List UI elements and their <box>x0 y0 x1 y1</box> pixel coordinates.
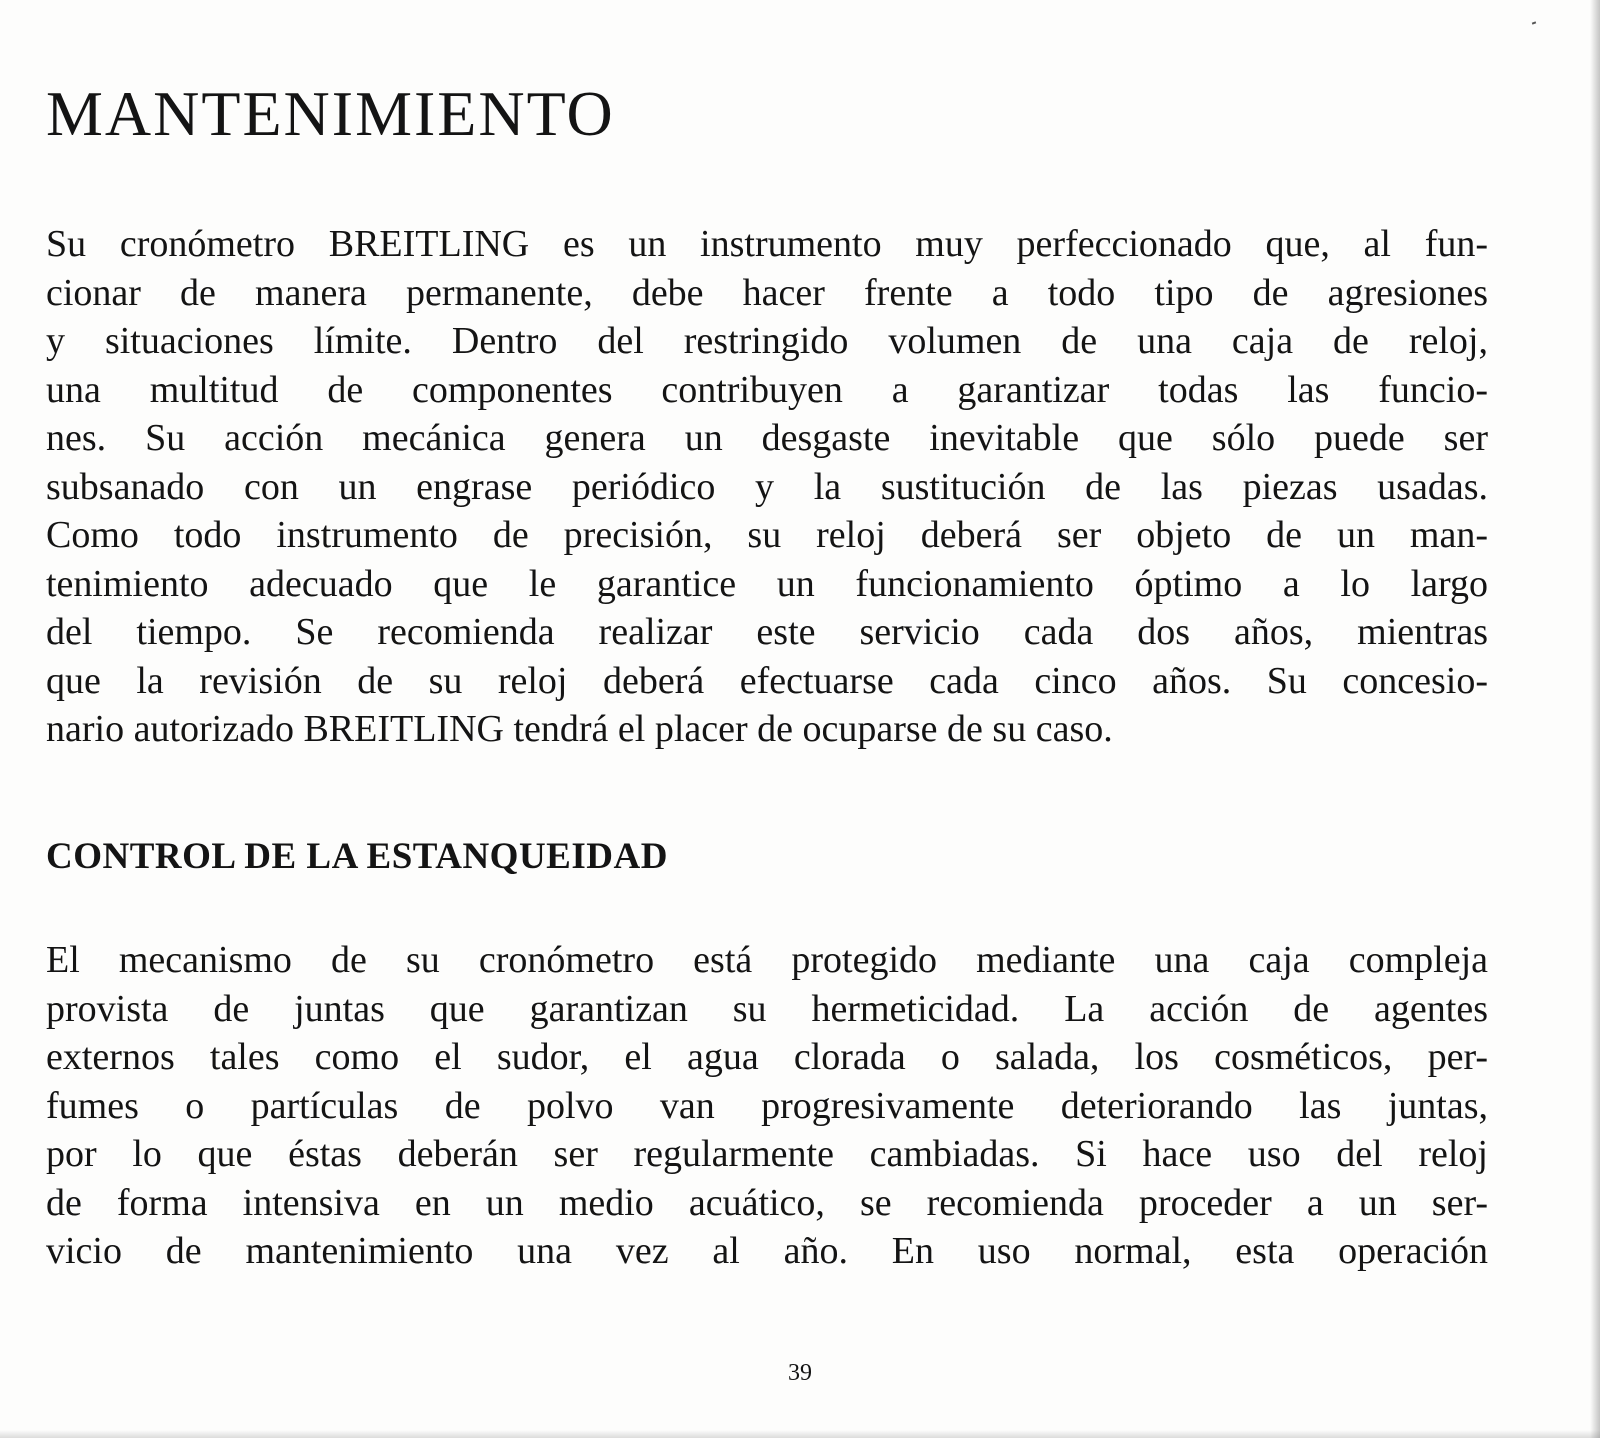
paragraph-line: subsanado con un engrase periódico y la sustitución de las piezas usadas. <box>46 465 1488 508</box>
paragraph-line: nario autorizado BREITLING tendrá el placer de ocuparse de su caso. <box>46 708 1113 750</box>
paragraph-line: tenimiento adecuado que le garantice un funcionamiento óptimo a lo largo <box>46 562 1488 605</box>
paragraph-line: de forma intensiva en un medio acuático, se recomienda proceder a un ser- <box>46 1181 1488 1224</box>
scan-edge-shadow <box>1590 0 1600 1438</box>
maintenance-paragraph <box>46 220 1488 754</box>
scan-speck <box>1532 21 1536 24</box>
paragraph-line: una multitud de componentes contribuyen a garantizar todas las funcio- <box>46 368 1488 411</box>
paragraph-line: Como todo instrumento de precisión, su reloj deberá ser objeto de un man- <box>46 514 1488 556</box>
paragraph-line: del tiempo. Se recomienda realizar este servicio cada dos años, mientras <box>46 611 1488 653</box>
paragraph-line: vicio de mantenimiento una vez al año. En uso normal, esta operación <box>46 1230 1488 1272</box>
section-heading: CONTROL DE LA ESTANQUEIDAD <box>46 836 668 877</box>
paragraph-line: nes. Su acción mecánica genera un desgaste inevitable que sólo puede ser <box>46 417 1488 459</box>
paragraph-line: externos tales como el sudor, el agua clorada o salada, los cosméticos, per- <box>46 1036 1488 1078</box>
paragraph-line: Su cronómetro BREITLING es un instrumento muy perfeccionado que, al fun- <box>46 223 1488 265</box>
page-title: MANTENIMIENTO <box>46 78 615 149</box>
paragraph-line: provista de juntas que garantizan su hermeticidad. La acción de agentes <box>46 987 1488 1030</box>
paragraph-line: El mecanismo de su cronómetro está protegido mediante una caja compleja <box>46 939 1488 981</box>
paragraph-line: y situaciones límite. Dentro del restringido volumen de una caja de reloj, <box>46 320 1488 362</box>
paragraph-line: que la revisión de su reloj deberá efectuarse cada cinco años. Su concesio- <box>46 659 1488 702</box>
paragraph-line: por lo que éstas deberán ser regularmente cambiadas. Si hace uso del reloj <box>46 1133 1488 1175</box>
paragraph-line: cionar de manera permanente, debe hacer frente a todo tipo de agresiones <box>46 271 1488 314</box>
page-number: 39 <box>788 1360 812 1386</box>
paragraph-line: fumes o partículas de polvo van progresivamente deteriorando las juntas, <box>46 1084 1488 1127</box>
water-resistance-paragraph <box>46 936 1488 1276</box>
scan-bottom-shadow <box>0 1430 1600 1438</box>
